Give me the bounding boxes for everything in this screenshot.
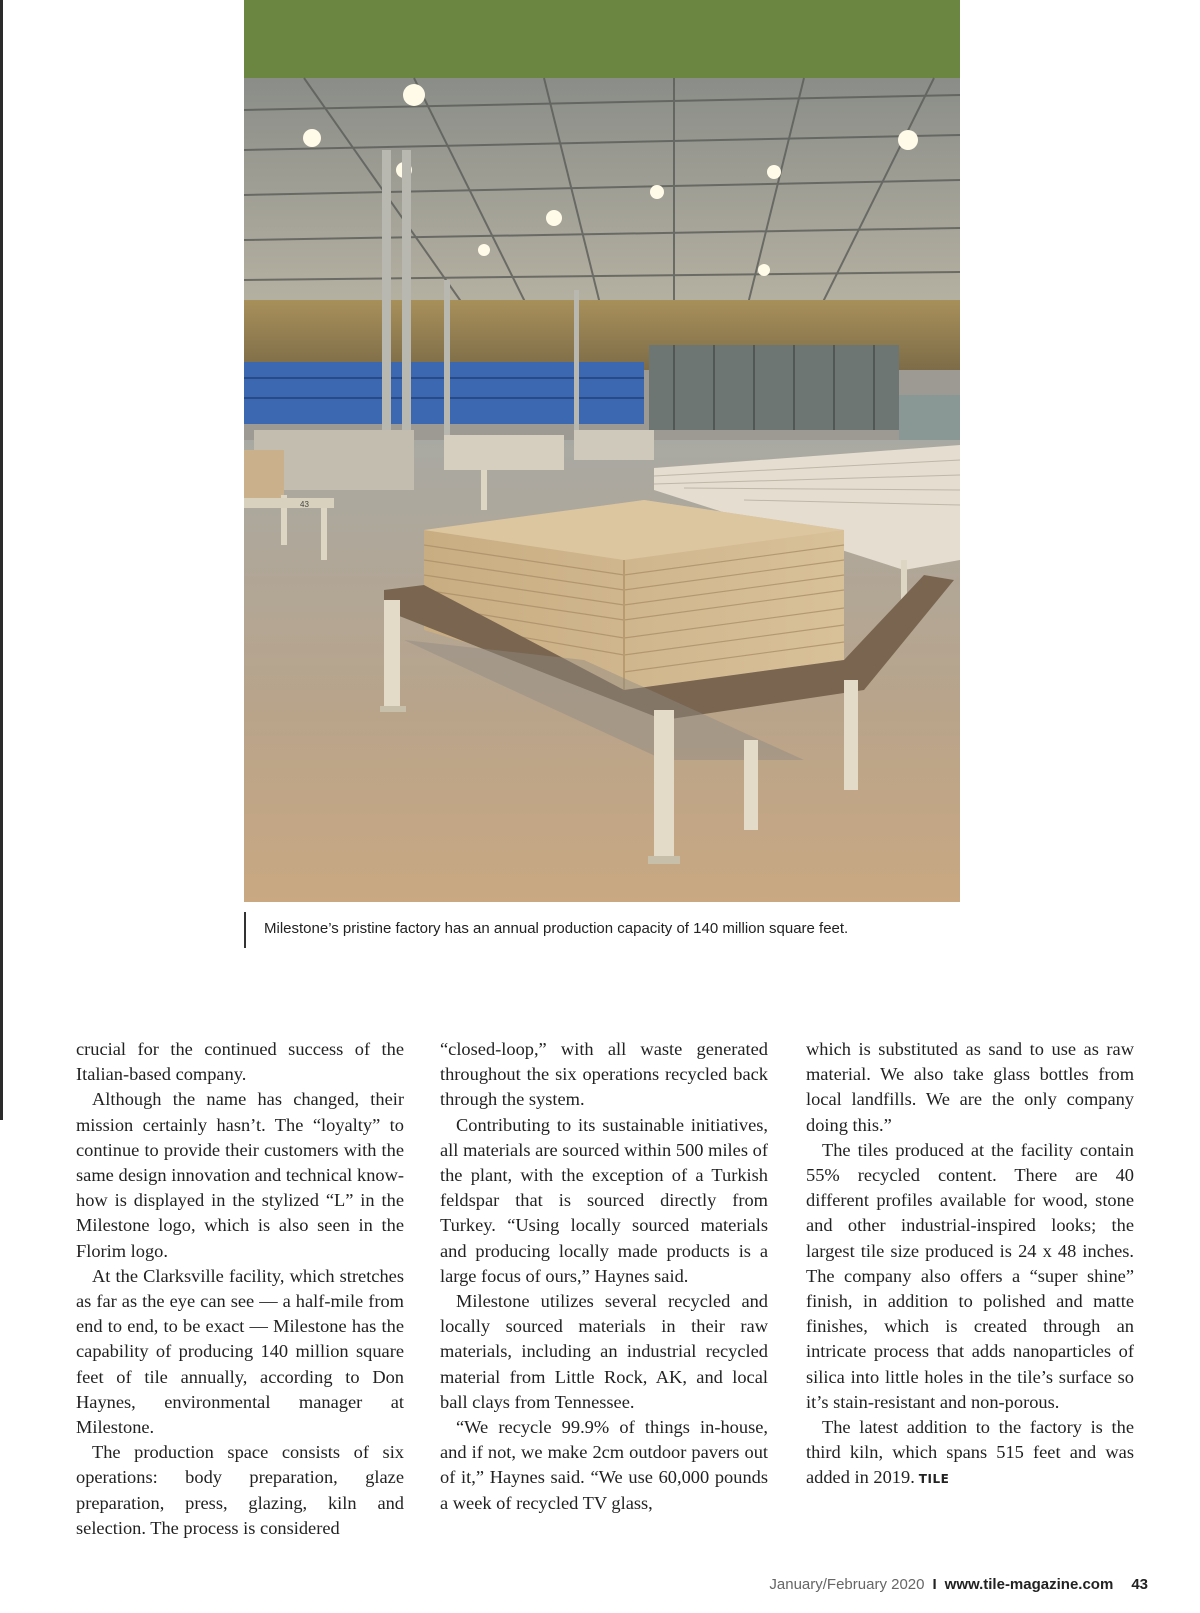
- paragraph-text: The latest addition to the factory is the third kiln, which spans 515 feet and was added in 2019.: [806, 1417, 1134, 1488]
- caption-rule: [244, 912, 246, 948]
- article-column-2: [440, 1037, 768, 1516]
- paragraph: Milestone utilizes several recycled and locally sourced materials in their raw materials, including an industrial recycled material from Little Rock, AK, and local ball clays from Tennessee.: [440, 1291, 768, 1412]
- article-column-3: [806, 1037, 1134, 1493]
- page-footer: [769, 1576, 1148, 1593]
- website-link[interactable]: www.tile-magazine.com: [944, 1576, 1114, 1593]
- paragraph: Although the name has changed, their mission certainly hasn’t. The “loyalty” to continue to provide their customers with the same design innovation and technical know-how is displayed in the stylized “L” in the Milestone logo, which is also seen in the Florim logo.: [76, 1089, 404, 1261]
- page-edge-rule: [0, 0, 3, 1120]
- paragraph: Contributing to its sustainable initiatives, all materials are sourced within 500 miles of the plant, with the exception of a Turkish feldspar that is sourced directly from Turkey. “Using locally sourced materials and producing locally made products is a large focus of ours,” Haynes said.: [440, 1114, 768, 1286]
- paragraph: At the Clarksville facility, which stretches as far as the eye can see — a half-mile from end to end, to be exact — Milestone has the capability of producing 140 million square feet of tile annually, according to Don Haynes, environmental manager at Milestone.: [76, 1265, 404, 1438]
- article-column-1: [76, 1037, 404, 1541]
- footer-separator: I: [932, 1576, 937, 1593]
- paragraph: which is substituted as sand to use as raw material. We also take glass bottles from local landfills. We are the only company doing this.”: [806, 1039, 1134, 1135]
- paragraph: The production space consists of six operations: body preparation, glaze preparation, press, glazing, kiln and selection. The process is considered: [76, 1442, 404, 1538]
- paragraph: crucial for the continued success of the Italian-based company.: [76, 1039, 404, 1085]
- paragraph: “We recycle 99.9% of things in-house, and if not, we make 2cm outdoor pavers out of it,” Haynes said. “We use 60,000 pounds a week of recycled TV glass,: [440, 1417, 768, 1513]
- tile-end-mark: TILE: [918, 1472, 950, 1487]
- paragraph: [806, 1415, 1134, 1493]
- page-number: 43: [1131, 1576, 1148, 1593]
- green-banner: [244, 0, 960, 78]
- paragraph: The tiles produced at the facility contain 55% recycled content. There are 40 different profiles available for wood, stone and other industrial-inspired looks; the largest tile size produced is 24 x 48 inches. The company also offers a “super shine” finish, in addition to polished and matte finishes, which is created through an intricate process that adds nanoparticles of silica into little holes in the tile’s surface so it’s stain-resistant and non-porous.: [806, 1139, 1134, 1412]
- photo-caption: Milestone’s pristine factory has an annual production capacity of 140 million square feet.: [264, 920, 849, 937]
- table-label: 43: [300, 500, 309, 509]
- paragraph: “closed-loop,” with all waste generated throughout the six operations recycled back through the system.: [440, 1039, 768, 1110]
- issue-date: January/February 2020: [769, 1576, 925, 1593]
- factory-photo: [244, 0, 960, 902]
